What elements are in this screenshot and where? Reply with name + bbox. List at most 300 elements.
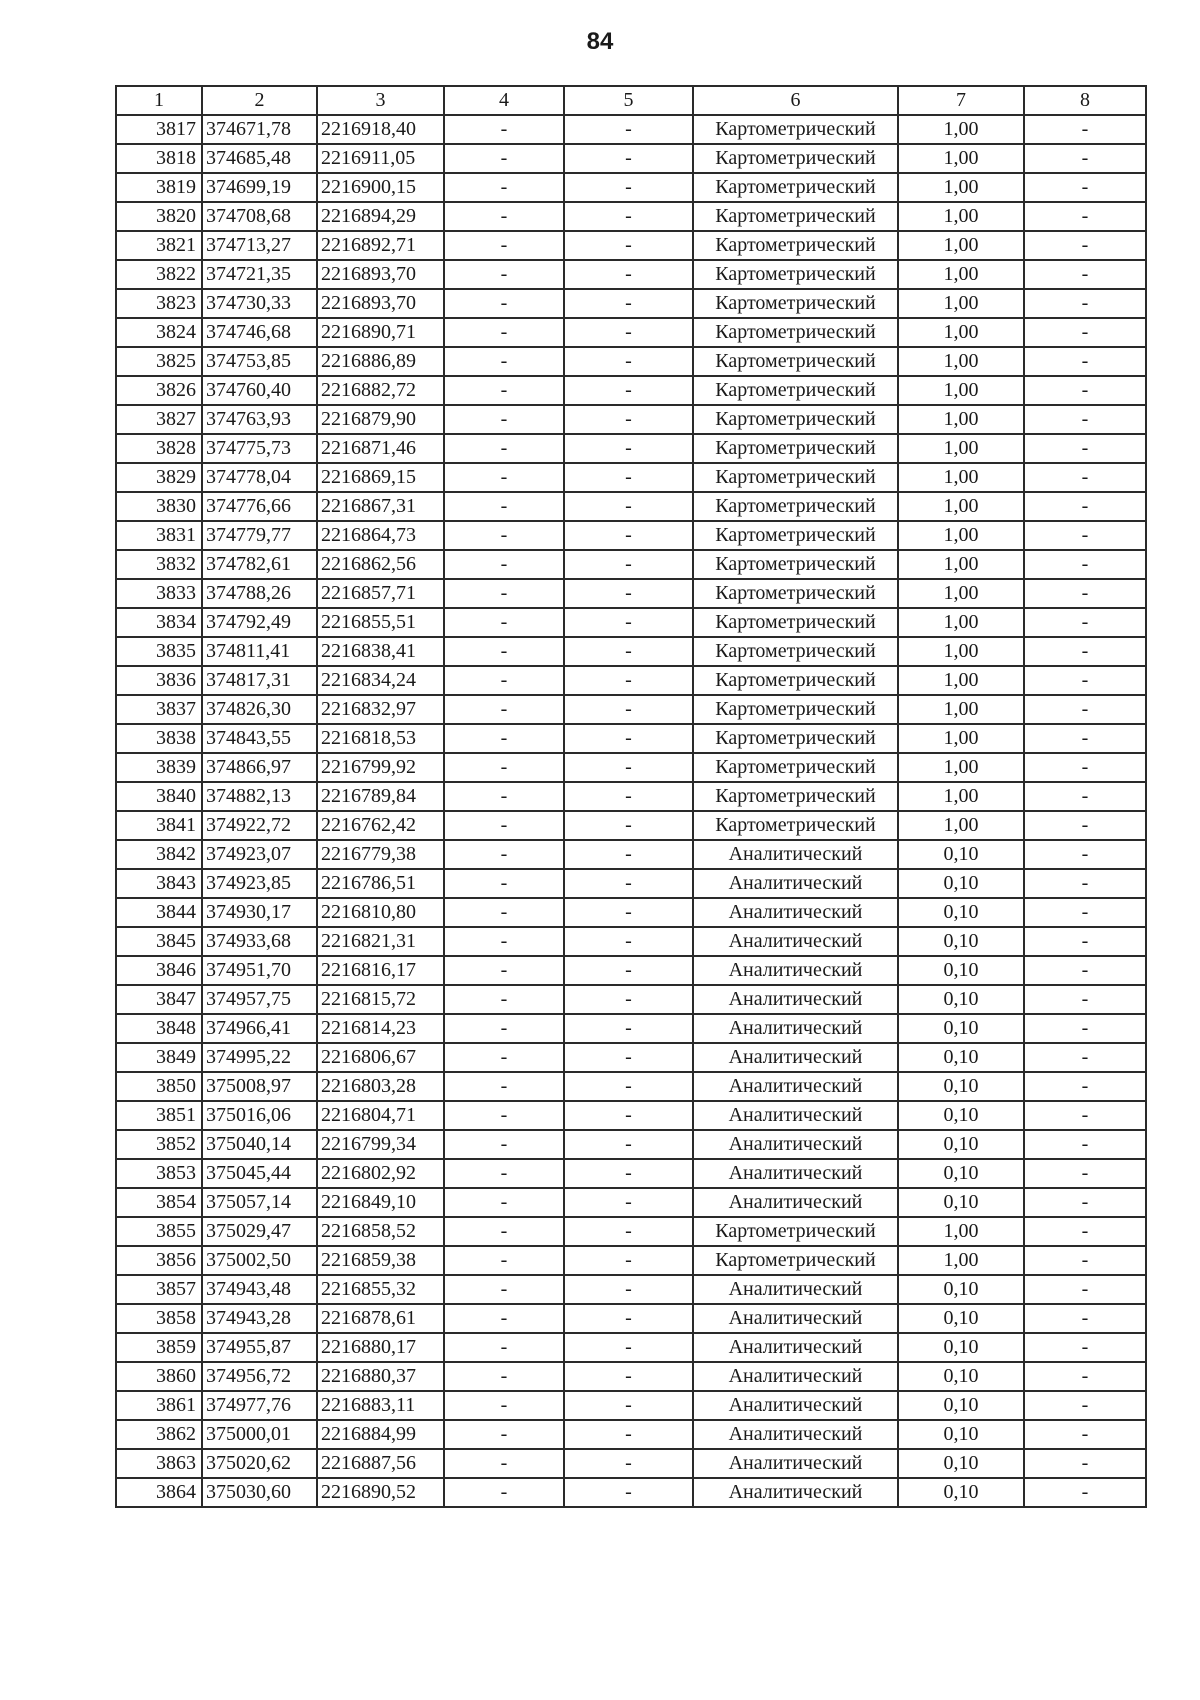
method-cell: Картометрический [693, 608, 898, 637]
table-row [116, 1072, 1146, 1101]
method-cell: Аналитический [693, 1072, 898, 1101]
method-cell: Картометрический [693, 144, 898, 173]
col-8-cell: - [1024, 492, 1146, 521]
col-8-cell: - [1024, 782, 1146, 811]
table-row [116, 405, 1146, 434]
col-8-cell: - [1024, 1333, 1146, 1362]
point-number-cell: 3856 [116, 1246, 202, 1275]
col-4-cell: - [444, 637, 564, 666]
table-row [116, 1304, 1146, 1333]
accuracy-cell: 1,00 [898, 550, 1024, 579]
point-number-cell: 3864 [116, 1478, 202, 1507]
y-coordinate-cell: 2216880,37 [317, 1362, 444, 1391]
point-number-cell: 3830 [116, 492, 202, 521]
col-8-cell: - [1024, 550, 1146, 579]
accuracy-cell: 0,10 [898, 1043, 1024, 1072]
table-row [116, 1333, 1146, 1362]
x-coordinate-cell: 375030,60 [202, 1478, 317, 1507]
table-row [116, 1217, 1146, 1246]
col-4-cell: - [444, 695, 564, 724]
accuracy-cell: 0,10 [898, 1391, 1024, 1420]
col-5-cell: - [564, 231, 693, 260]
point-number-cell: 3860 [116, 1362, 202, 1391]
x-coordinate-cell: 375045,44 [202, 1159, 317, 1188]
col-5-cell: - [564, 1159, 693, 1188]
table-row [116, 898, 1146, 927]
point-number-cell: 3836 [116, 666, 202, 695]
point-number-cell: 3829 [116, 463, 202, 492]
y-coordinate-cell: 2216821,31 [317, 927, 444, 956]
x-coordinate-cell: 374708,68 [202, 202, 317, 231]
x-coordinate-cell: 375029,47 [202, 1217, 317, 1246]
accuracy-cell: 1,00 [898, 144, 1024, 173]
accuracy-cell: 1,00 [898, 376, 1024, 405]
col-4-cell: - [444, 1304, 564, 1333]
x-coordinate-cell: 374721,35 [202, 260, 317, 289]
col-4-cell: - [444, 1101, 564, 1130]
col-4-cell: - [444, 724, 564, 753]
table-row [116, 724, 1146, 753]
method-cell: Картометрический [693, 724, 898, 753]
table-row [116, 1420, 1146, 1449]
accuracy-cell: 0,10 [898, 1101, 1024, 1130]
col-8-cell: - [1024, 637, 1146, 666]
col-5-cell: - [564, 1072, 693, 1101]
column-header-8: 8 [1024, 86, 1146, 115]
accuracy-cell: 0,10 [898, 1478, 1024, 1507]
y-coordinate-cell: 2216818,53 [317, 724, 444, 753]
x-coordinate-cell: 374753,85 [202, 347, 317, 376]
col-8-cell: - [1024, 231, 1146, 260]
col-8-cell: - [1024, 347, 1146, 376]
col-5-cell: - [564, 1391, 693, 1420]
y-coordinate-cell: 2216892,71 [317, 231, 444, 260]
col-4-cell: - [444, 173, 564, 202]
point-number-cell: 3819 [116, 173, 202, 202]
y-coordinate-cell: 2216911,05 [317, 144, 444, 173]
x-coordinate-cell: 374763,93 [202, 405, 317, 434]
y-coordinate-cell: 2216862,56 [317, 550, 444, 579]
col-8-cell: - [1024, 1217, 1146, 1246]
y-coordinate-cell: 2216815,72 [317, 985, 444, 1014]
method-cell: Картометрический [693, 492, 898, 521]
col-4-cell: - [444, 1391, 564, 1420]
col-8-cell: - [1024, 869, 1146, 898]
x-coordinate-cell: 374882,13 [202, 782, 317, 811]
col-5-cell: - [564, 956, 693, 985]
point-number-cell: 3821 [116, 231, 202, 260]
column-header-1: 1 [116, 86, 202, 115]
col-5-cell: - [564, 115, 693, 144]
col-5-cell: - [564, 1478, 693, 1507]
col-4-cell: - [444, 144, 564, 173]
accuracy-cell: 0,10 [898, 1333, 1024, 1362]
accuracy-cell: 0,10 [898, 1449, 1024, 1478]
col-4-cell: - [444, 1420, 564, 1449]
table-row [116, 492, 1146, 521]
y-coordinate-cell: 2216880,17 [317, 1333, 444, 1362]
col-4-cell: - [444, 1449, 564, 1478]
y-coordinate-cell: 2216893,70 [317, 260, 444, 289]
x-coordinate-cell: 374995,22 [202, 1043, 317, 1072]
table-row [116, 521, 1146, 550]
table-row [116, 144, 1146, 173]
col-4-cell: - [444, 463, 564, 492]
col-4-cell: - [444, 840, 564, 869]
accuracy-cell: 1,00 [898, 753, 1024, 782]
table-row [116, 753, 1146, 782]
table-row [116, 608, 1146, 637]
col-8-cell: - [1024, 260, 1146, 289]
col-5-cell: - [564, 521, 693, 550]
col-5-cell: - [564, 260, 693, 289]
table-row [116, 637, 1146, 666]
accuracy-cell: 1,00 [898, 492, 1024, 521]
col-4-cell: - [444, 985, 564, 1014]
y-coordinate-cell: 2216882,72 [317, 376, 444, 405]
method-cell: Аналитический [693, 1014, 898, 1043]
page-number: 84 [586, 28, 614, 55]
col-4-cell: - [444, 1072, 564, 1101]
method-cell: Аналитический [693, 1043, 898, 1072]
y-coordinate-cell: 2216918,40 [317, 115, 444, 144]
col-5-cell: - [564, 1014, 693, 1043]
point-number-cell: 3839 [116, 753, 202, 782]
table-row [116, 1449, 1146, 1478]
col-8-cell: - [1024, 173, 1146, 202]
table-row [116, 695, 1146, 724]
col-5-cell: - [564, 782, 693, 811]
x-coordinate-cell: 374730,33 [202, 289, 317, 318]
col-5-cell: - [564, 1043, 693, 1072]
method-cell: Аналитический [693, 1362, 898, 1391]
x-coordinate-cell: 374955,87 [202, 1333, 317, 1362]
point-number-cell: 3862 [116, 1420, 202, 1449]
col-5-cell: - [564, 202, 693, 231]
y-coordinate-cell: 2216804,71 [317, 1101, 444, 1130]
y-coordinate-cell: 2216864,73 [317, 521, 444, 550]
table-row [116, 1246, 1146, 1275]
x-coordinate-cell: 374775,73 [202, 434, 317, 463]
point-number-cell: 3820 [116, 202, 202, 231]
accuracy-cell: 1,00 [898, 173, 1024, 202]
col-4-cell: - [444, 434, 564, 463]
col-5-cell: - [564, 869, 693, 898]
accuracy-cell: 1,00 [898, 260, 1024, 289]
table-row [116, 202, 1146, 231]
x-coordinate-cell: 375016,06 [202, 1101, 317, 1130]
col-4-cell: - [444, 927, 564, 956]
accuracy-cell: 0,10 [898, 985, 1024, 1014]
point-number-cell: 3823 [116, 289, 202, 318]
accuracy-cell: 1,00 [898, 637, 1024, 666]
col-5-cell: - [564, 1275, 693, 1304]
col-8-cell: - [1024, 811, 1146, 840]
col-5-cell: - [564, 927, 693, 956]
table-row [116, 1159, 1146, 1188]
col-4-cell: - [444, 1362, 564, 1391]
table-row [116, 231, 1146, 260]
col-5-cell: - [564, 985, 693, 1014]
x-coordinate-cell: 374922,72 [202, 811, 317, 840]
col-4-cell: - [444, 898, 564, 927]
coordinates-table [115, 85, 1147, 1508]
x-coordinate-cell: 374923,85 [202, 869, 317, 898]
col-8-cell: - [1024, 521, 1146, 550]
col-8-cell: - [1024, 695, 1146, 724]
x-coordinate-cell: 374817,31 [202, 666, 317, 695]
col-5-cell: - [564, 492, 693, 521]
y-coordinate-cell: 2216816,17 [317, 956, 444, 985]
col-4-cell: - [444, 956, 564, 985]
point-number-cell: 3843 [116, 869, 202, 898]
y-coordinate-cell: 2216893,70 [317, 289, 444, 318]
col-4-cell: - [444, 1159, 564, 1188]
x-coordinate-cell: 374788,26 [202, 579, 317, 608]
table-row [116, 782, 1146, 811]
col-5-cell: - [564, 753, 693, 782]
method-cell: Картометрический [693, 463, 898, 492]
col-5-cell: - [564, 811, 693, 840]
x-coordinate-cell: 374951,70 [202, 956, 317, 985]
col-5-cell: - [564, 405, 693, 434]
col-4-cell: - [444, 1217, 564, 1246]
method-cell: Картометрический [693, 550, 898, 579]
accuracy-cell: 1,00 [898, 1217, 1024, 1246]
table-row [116, 579, 1146, 608]
y-coordinate-cell: 2216834,24 [317, 666, 444, 695]
col-4-cell: - [444, 1246, 564, 1275]
col-8-cell: - [1024, 1130, 1146, 1159]
method-cell: Аналитический [693, 1333, 898, 1362]
table-row [116, 1043, 1146, 1072]
point-number-cell: 3841 [116, 811, 202, 840]
accuracy-cell: 0,10 [898, 1420, 1024, 1449]
y-coordinate-cell: 2216878,61 [317, 1304, 444, 1333]
method-cell: Картометрический [693, 434, 898, 463]
y-coordinate-cell: 2216890,71 [317, 318, 444, 347]
col-5-cell: - [564, 1217, 693, 1246]
col-5-cell: - [564, 1449, 693, 1478]
accuracy-cell: 1,00 [898, 521, 1024, 550]
table-row [116, 1362, 1146, 1391]
col-5-cell: - [564, 608, 693, 637]
col-5-cell: - [564, 579, 693, 608]
y-coordinate-cell: 2216786,51 [317, 869, 444, 898]
point-number-cell: 3852 [116, 1130, 202, 1159]
method-cell: Аналитический [693, 1130, 898, 1159]
col-5-cell: - [564, 550, 693, 579]
col-5-cell: - [564, 724, 693, 753]
col-8-cell: - [1024, 115, 1146, 144]
x-coordinate-cell: 374760,40 [202, 376, 317, 405]
accuracy-cell: 1,00 [898, 695, 1024, 724]
y-coordinate-cell: 2216779,38 [317, 840, 444, 869]
col-5-cell: - [564, 289, 693, 318]
col-8-cell: - [1024, 1304, 1146, 1333]
method-cell: Аналитический [693, 1391, 898, 1420]
col-4-cell: - [444, 202, 564, 231]
accuracy-cell: 1,00 [898, 579, 1024, 608]
col-4-cell: - [444, 869, 564, 898]
col-8-cell: - [1024, 840, 1146, 869]
point-number-cell: 3837 [116, 695, 202, 724]
point-number-cell: 3848 [116, 1014, 202, 1043]
x-coordinate-cell: 374746,68 [202, 318, 317, 347]
col-8-cell: - [1024, 1101, 1146, 1130]
y-coordinate-cell: 2216832,97 [317, 695, 444, 724]
col-4-cell: - [444, 1275, 564, 1304]
point-number-cell: 3855 [116, 1217, 202, 1246]
x-coordinate-cell: 374966,41 [202, 1014, 317, 1043]
x-coordinate-cell: 374782,61 [202, 550, 317, 579]
table-row [116, 985, 1146, 1014]
col-4-cell: - [444, 376, 564, 405]
accuracy-cell: 0,10 [898, 869, 1024, 898]
y-coordinate-cell: 2216871,46 [317, 434, 444, 463]
method-cell: Аналитический [693, 1449, 898, 1478]
point-number-cell: 3846 [116, 956, 202, 985]
table-row [116, 1391, 1146, 1420]
table-row [116, 1188, 1146, 1217]
table-row [116, 927, 1146, 956]
point-number-cell: 3859 [116, 1333, 202, 1362]
y-coordinate-cell: 2216894,29 [317, 202, 444, 231]
y-coordinate-cell: 2216802,92 [317, 1159, 444, 1188]
y-coordinate-cell: 2216810,80 [317, 898, 444, 927]
point-number-cell: 3861 [116, 1391, 202, 1420]
table-row [116, 1478, 1146, 1507]
col-8-cell: - [1024, 144, 1146, 173]
col-8-cell: - [1024, 1072, 1146, 1101]
table-row [116, 1275, 1146, 1304]
accuracy-cell: 1,00 [898, 811, 1024, 840]
col-4-cell: - [444, 579, 564, 608]
col-5-cell: - [564, 173, 693, 202]
col-8-cell: - [1024, 202, 1146, 231]
col-8-cell: - [1024, 927, 1146, 956]
col-8-cell: - [1024, 1246, 1146, 1275]
y-coordinate-cell: 2216849,10 [317, 1188, 444, 1217]
table-row [116, 260, 1146, 289]
method-cell: Картометрический [693, 1217, 898, 1246]
col-8-cell: - [1024, 1188, 1146, 1217]
point-number-cell: 3818 [116, 144, 202, 173]
point-number-cell: 3853 [116, 1159, 202, 1188]
col-8-cell: - [1024, 608, 1146, 637]
col-4-cell: - [444, 521, 564, 550]
table-row [116, 347, 1146, 376]
method-cell: Картометрический [693, 637, 898, 666]
col-5-cell: - [564, 1101, 693, 1130]
table-row [116, 1130, 1146, 1159]
col-4-cell: - [444, 405, 564, 434]
y-coordinate-cell: 2216855,32 [317, 1275, 444, 1304]
method-cell: Картометрический [693, 376, 898, 405]
point-number-cell: 3844 [116, 898, 202, 927]
col-5-cell: - [564, 1304, 693, 1333]
method-cell: Картометрический [693, 405, 898, 434]
x-coordinate-cell: 374776,66 [202, 492, 317, 521]
column-header-2: 2 [202, 86, 317, 115]
x-coordinate-cell: 374923,07 [202, 840, 317, 869]
table-row [116, 956, 1146, 985]
point-number-cell: 3826 [116, 376, 202, 405]
col-5-cell: - [564, 840, 693, 869]
accuracy-cell: 1,00 [898, 1246, 1024, 1275]
point-number-cell: 3834 [116, 608, 202, 637]
column-header-3: 3 [317, 86, 444, 115]
x-coordinate-cell: 375040,14 [202, 1130, 317, 1159]
col-4-cell: - [444, 550, 564, 579]
point-number-cell: 3842 [116, 840, 202, 869]
col-8-cell: - [1024, 753, 1146, 782]
point-number-cell: 3822 [116, 260, 202, 289]
point-number-cell: 3845 [116, 927, 202, 956]
col-8-cell: - [1024, 1420, 1146, 1449]
method-cell: Аналитический [693, 956, 898, 985]
point-number-cell: 3828 [116, 434, 202, 463]
x-coordinate-cell: 374930,17 [202, 898, 317, 927]
method-cell: Аналитический [693, 927, 898, 956]
x-coordinate-cell: 375002,50 [202, 1246, 317, 1275]
y-coordinate-cell: 2216887,56 [317, 1449, 444, 1478]
table-row [116, 318, 1146, 347]
col-4-cell: - [444, 318, 564, 347]
accuracy-cell: 1,00 [898, 434, 1024, 463]
method-cell: Аналитический [693, 1188, 898, 1217]
accuracy-cell: 0,10 [898, 1188, 1024, 1217]
col-4-cell: - [444, 1188, 564, 1217]
method-cell: Картометрический [693, 811, 898, 840]
point-number-cell: 3833 [116, 579, 202, 608]
point-number-cell: 3817 [116, 115, 202, 144]
method-cell: Аналитический [693, 840, 898, 869]
method-cell: Картометрический [693, 695, 898, 724]
y-coordinate-cell: 2216799,34 [317, 1130, 444, 1159]
accuracy-cell: 1,00 [898, 347, 1024, 376]
table-row [116, 666, 1146, 695]
table-row [116, 289, 1146, 318]
y-coordinate-cell: 2216900,15 [317, 173, 444, 202]
col-5-cell: - [564, 318, 693, 347]
col-5-cell: - [564, 434, 693, 463]
x-coordinate-cell: 375020,62 [202, 1449, 317, 1478]
column-header-7: 7 [898, 86, 1024, 115]
x-coordinate-cell: 374713,27 [202, 231, 317, 260]
col-8-cell: - [1024, 1043, 1146, 1072]
table-row [116, 376, 1146, 405]
col-5-cell: - [564, 637, 693, 666]
y-coordinate-cell: 2216879,90 [317, 405, 444, 434]
col-8-cell: - [1024, 724, 1146, 753]
y-coordinate-cell: 2216806,67 [317, 1043, 444, 1072]
col-5-cell: - [564, 1362, 693, 1391]
table-row [116, 434, 1146, 463]
point-number-cell: 3857 [116, 1275, 202, 1304]
accuracy-cell: 0,10 [898, 898, 1024, 927]
method-cell: Картометрический [693, 666, 898, 695]
method-cell: Картометрический [693, 347, 898, 376]
method-cell: Картометрический [693, 782, 898, 811]
method-cell: Картометрический [693, 521, 898, 550]
point-number-cell: 3827 [116, 405, 202, 434]
y-coordinate-cell: 2216883,11 [317, 1391, 444, 1420]
col-4-cell: - [444, 1043, 564, 1072]
x-coordinate-cell: 374957,75 [202, 985, 317, 1014]
accuracy-cell: 1,00 [898, 608, 1024, 637]
column-header-4: 4 [444, 86, 564, 115]
